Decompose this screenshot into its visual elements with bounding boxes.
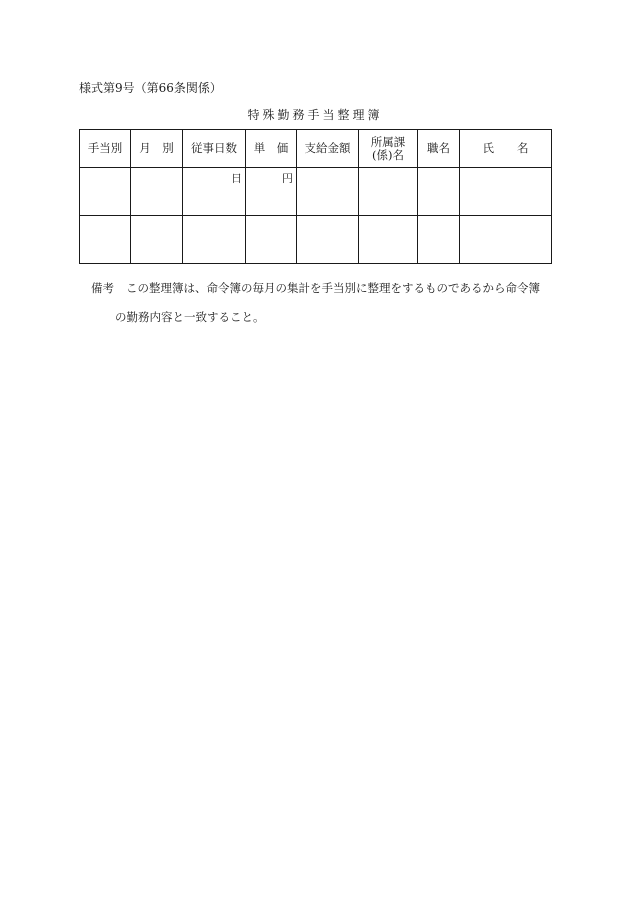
allowance-ledger-table [79,129,552,264]
header-work-days: 従事日数 [183,130,246,168]
document-title: 特殊勤務手当整理簿 [247,108,383,122]
header-allowance-type: 手当別 [80,130,131,168]
cell-work-days[interactable] [183,216,246,264]
cell-department-section[interactable] [359,168,418,216]
header-name: 氏 名 [460,130,552,168]
header-payment-amount: 支給金額 [297,130,359,168]
remarks-line [91,274,561,303]
cell-payment-amount[interactable] [297,216,359,264]
cell-unit-price[interactable] [246,168,297,216]
cell-month[interactable] [131,168,183,216]
cell-department-section[interactable] [359,216,418,264]
cell-name[interactable] [460,216,552,264]
remarks-section [91,274,561,332]
remarks-continuation: の勤務内容と一致すること。 [115,310,265,324]
cell-allowance-type[interactable] [80,168,131,216]
cell-work-days[interactable] [183,168,246,216]
table-row [80,216,552,264]
cell-unit-price[interactable] [246,216,297,264]
cell-job-title[interactable] [418,216,460,264]
remarks-text: この整理簿は、命令簿の毎月の集計を手当別に整理をするものであるから命令簿 [126,281,540,295]
header-job-title: 職名 [418,130,460,168]
header-unit-price: 単 価 [246,130,297,168]
table-row [80,168,552,216]
cell-month[interactable] [131,216,183,264]
remarks-label: 備考 [91,281,114,295]
days-unit: 日 [231,172,242,185]
cell-name[interactable] [460,168,552,216]
cell-job-title[interactable] [418,168,460,216]
form-number: 様式第9号（第66条関係） [79,81,222,95]
cell-payment-amount[interactable] [297,168,359,216]
table-header-row [80,130,552,168]
yen-unit: 円 [282,172,293,185]
cell-allowance-type[interactable] [80,216,131,264]
header-month: 月 別 [131,130,183,168]
header-department-section: 所属課 (係)名 [359,130,418,168]
